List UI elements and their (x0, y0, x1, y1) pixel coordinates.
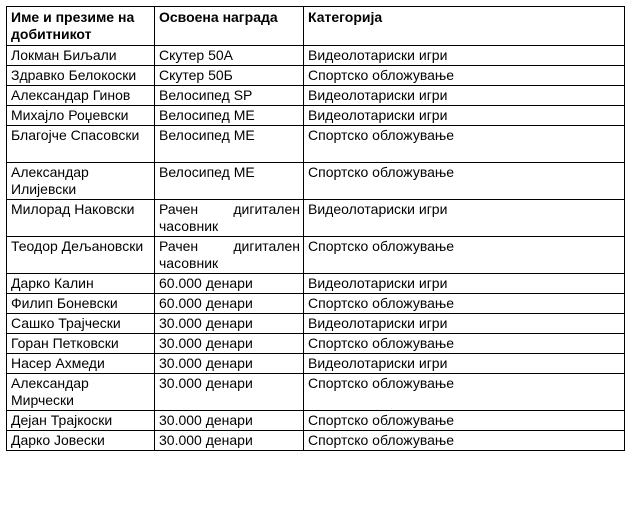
winner-name-cell: Локман Биљали (7, 46, 155, 66)
prize-cell: Рачен дигитален часовник (155, 237, 304, 274)
winner-name-cell: Александар Гинов (7, 86, 155, 106)
winner-name-cell: Горан Петковски (7, 334, 155, 354)
category-cell: Видеолотариски игри (304, 314, 625, 334)
prize-cell: Велосипед SP (155, 86, 304, 106)
table-row (7, 431, 625, 451)
prize-cell: 60.000 денари (155, 294, 304, 314)
prize-cell: Велосипед МЕ (155, 163, 304, 200)
table-row (7, 274, 625, 294)
winner-name-cell: Сашко Трајчески (7, 314, 155, 334)
table-row (7, 200, 625, 237)
prize-cell: 30.000 денари (155, 354, 304, 374)
table-row (7, 106, 625, 126)
prize-cell: 30.000 денари (155, 334, 304, 354)
winner-name-cell: Михајло Роџевски (7, 106, 155, 126)
category-cell: Видеолотариски игри (304, 354, 625, 374)
header-winner-name: Име и презиме на добитникот (7, 7, 155, 46)
prize-cell: Рачен дигитален часовник (155, 200, 304, 237)
winner-name-cell: Дарко Калин (7, 274, 155, 294)
category-cell: Спортско обложување (304, 294, 625, 314)
winner-name-cell: Дарко Јовески (7, 431, 155, 451)
table-row (7, 334, 625, 354)
table-row (7, 411, 625, 431)
prize-cell: Велосипед МЕ (155, 126, 304, 163)
prize-cell: Скутер 50А (155, 46, 304, 66)
prize-cell: 30.000 денари (155, 374, 304, 411)
winner-name-cell: Александар Илијевски (7, 163, 155, 200)
table-row (7, 314, 625, 334)
category-cell: Видеолотариски игри (304, 86, 625, 106)
header-prize: Освоена награда (155, 7, 304, 46)
category-cell: Спортско обложување (304, 237, 625, 274)
winner-name-cell: Насер Ахмеди (7, 354, 155, 374)
winner-name-cell: Теодор Дељановски (7, 237, 155, 274)
category-cell: Спортско обложување (304, 411, 625, 431)
table-row (7, 46, 625, 66)
winners-table (6, 6, 625, 451)
category-cell: Видеолотариски игри (304, 274, 625, 294)
category-cell: Спортско обложување (304, 163, 625, 200)
prize-cell: 30.000 денари (155, 314, 304, 334)
prize-cell: 30.000 денари (155, 431, 304, 451)
category-cell: Спортско обложување (304, 126, 625, 163)
table-row (7, 294, 625, 314)
table-row (7, 66, 625, 86)
category-cell: Спортско обложување (304, 374, 625, 411)
prize-cell: 60.000 денари (155, 274, 304, 294)
table-row (7, 86, 625, 106)
table-row (7, 237, 625, 274)
category-cell: Видеолотариски игри (304, 106, 625, 126)
prize-cell: Скутер 50Б (155, 66, 304, 86)
winner-name-cell: Здравко Белокоски (7, 66, 155, 86)
category-cell: Видеолотариски игри (304, 200, 625, 237)
category-cell: Спортско обложување (304, 334, 625, 354)
winner-name-cell: Филип Боневски (7, 294, 155, 314)
prize-cell: 30.000 денари (155, 411, 304, 431)
table-row (7, 163, 625, 200)
winner-name-cell: Милорад Наковски (7, 200, 155, 237)
winner-name-cell: Благојче Спасовски (7, 126, 155, 163)
category-cell: Спортско обложување (304, 66, 625, 86)
winner-name-cell: Дејан Трајкоски (7, 411, 155, 431)
header-category: Категорија (304, 7, 625, 46)
table-row (7, 126, 625, 163)
winners-table-container (6, 6, 625, 451)
prize-cell: Велосипед МЕ (155, 106, 304, 126)
table-header-row (7, 7, 625, 46)
table-row (7, 354, 625, 374)
table-row (7, 374, 625, 411)
category-cell: Спортско обложување (304, 431, 625, 451)
category-cell: Видеолотариски игри (304, 46, 625, 66)
winner-name-cell: Александар Мирчески (7, 374, 155, 411)
